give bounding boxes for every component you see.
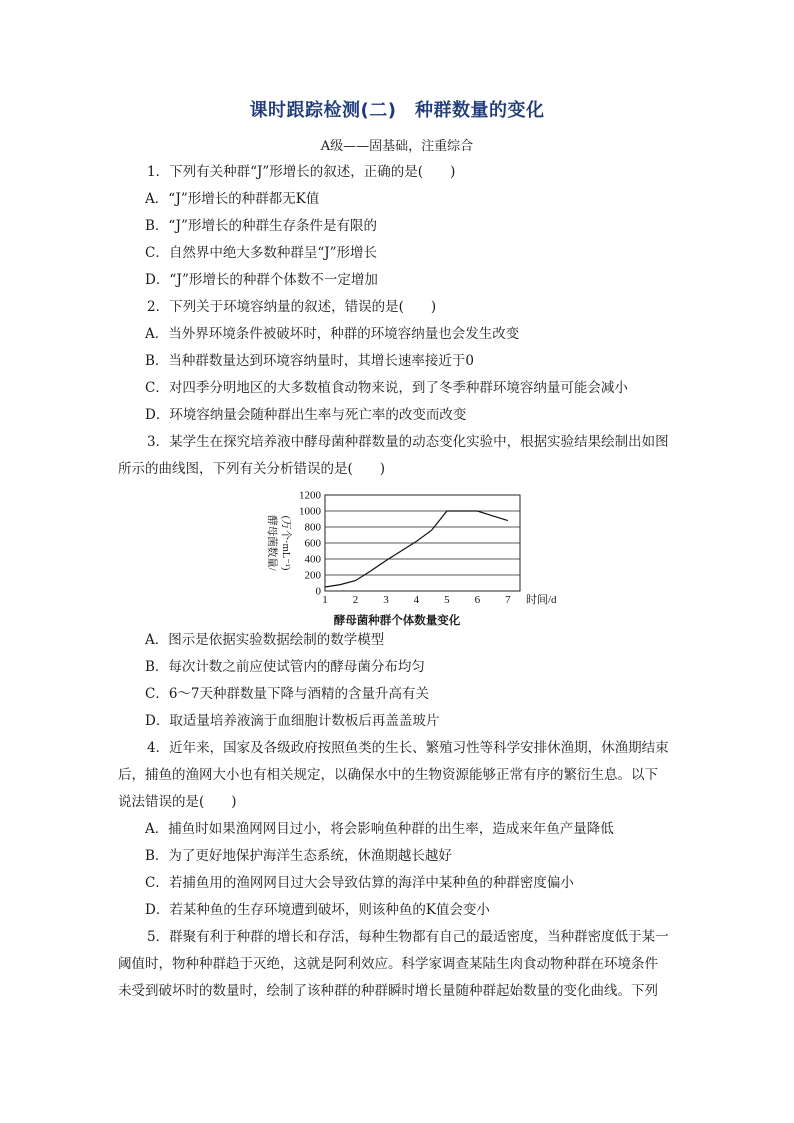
question-4-option-c: C．若捕鱼用的渔网网目过大会导致估算的海洋中某种鱼的种群密度偏小 (145, 875, 574, 891)
chart-svg (255, 483, 557, 628)
question-1-option-c: C．自然界中绝大多数种群呈“J”形增长 (145, 245, 378, 261)
question-1-option-d: D．“J”形增长的种群个体数不一定增加 (145, 272, 378, 288)
question-3-stem-line1: 3．某学生在探究培养液中酵母菌种群数量的动态变化实验中，根据实验结果绘制出如图 (147, 434, 669, 450)
x-axis-label: 时间/d (526, 594, 557, 606)
section-subtitle: A级——固基础，注重综合 (320, 139, 474, 154)
yeast-population-chart (255, 483, 557, 628)
y-tick-label: 1000 (299, 505, 321, 518)
y-tick-label: 800 (304, 521, 321, 534)
y-tick-label: 0 (315, 585, 321, 598)
y-tick-label: 400 (304, 553, 321, 566)
question-3-option-c: C．6～7天种群数量下降与酒精的含量升高有关 (145, 686, 430, 702)
question-4-stem-line3: 说法错误的是( ) (118, 794, 237, 810)
y-tick-label: 600 (304, 537, 321, 550)
x-tick-label: 1 (322, 594, 328, 606)
question-3-option-d: D．取适量培养液滴于血细胞计数板后再盖盖玻片 (145, 713, 440, 729)
x-tick-label: 6 (474, 594, 481, 606)
question-1-option-a: A．“J”形增长的种群都无K值 (145, 191, 320, 207)
question-1-stem: 1．下列有关种群“J”形增长的叙述，正确的是( ) (147, 164, 456, 180)
question-2-option-d: D．环境容纳量会随种群出生率与死亡率的改变而改变 (145, 407, 467, 423)
question-3-option-a: A．图示是依据实验数据绘制的数学模型 (145, 632, 385, 648)
x-tick-label: 5 (444, 594, 450, 606)
x-tick-label: 3 (383, 594, 389, 606)
x-tick-label: 4 (413, 594, 420, 606)
y-axis-label: 酵母菌数量/ (266, 515, 277, 571)
question-3-stem-line2: 所示的曲线图，下列有关分析错误的是( ) (118, 461, 386, 477)
x-tick-label: 7 (505, 594, 511, 606)
y-tick-label: 1200 (299, 489, 321, 502)
question-5-stem-line2: 阈值时，物种种群趋于灭绝，这就是阿利效应。科学家调查某陆生肉食动物种群在环境条件 (118, 956, 658, 972)
question-5-stem-line1: 5．群聚有利于种群的增长和存活，每种生物都有自己的最适密度，当种群密度低于某一 (147, 929, 669, 945)
question-1-option-b: B．“J”形增长的种群生存条件是有限的 (145, 218, 377, 234)
question-2-option-a: A．当外界环境条件被破坏时，种群的环境容纳量也会发生改变 (145, 326, 520, 342)
y-tick-label: 200 (304, 569, 321, 582)
y-axis-unit: (万个·mL⁻¹) (280, 515, 291, 571)
question-2-stem: 2．下列关于环境容纳量的叙述，错误的是( ) (147, 299, 437, 315)
page-title: 课时跟踪检测(二) 种群数量的变化 (249, 100, 545, 121)
question-4-option-b: B．为了更好地保护海洋生态系统，休渔期越长越好 (145, 848, 452, 864)
question-4-option-d: D．若某种鱼的生存环境遭到破坏，则该种鱼的K值会变小 (145, 902, 490, 918)
question-3-option-b: B．每次计数之前应使试管内的酵母菌分布均匀 (145, 659, 425, 675)
question-5-stem-line3: 未受到破坏时的数量时，绘制了该种群的种群瞬时增长量随种群起始数量的变化曲线。下列 (118, 983, 658, 999)
question-2-option-b: B．当种群数量达到环境容纳量时，其增长速率接近于0 (145, 353, 475, 369)
series-line (325, 511, 508, 587)
question-4-stem-line2: 后，捕鱼的渔网大小也有相关规定，以确保水中的生物资源能够正常有序的繁衍生息。以下 (118, 767, 658, 783)
question-2-option-c: C．对四季分明地区的大多数植食动物来说，到了冬季种群环境容纳量可能会减小 (145, 380, 628, 396)
x-tick-label: 2 (352, 594, 359, 606)
chart-title: 酵母菌种群个体数量变化 (333, 613, 461, 627)
question-4-option-a: A．捕鱼时如果渔网网目过小，将会影响鱼种群的出生率，造成来年鱼产量降低 (145, 821, 614, 837)
question-4-stem-line1: 4．近年来，国家及各级政府按照鱼类的生长、繁殖习性等科学安排休渔期，休渔期结束 (147, 740, 669, 756)
